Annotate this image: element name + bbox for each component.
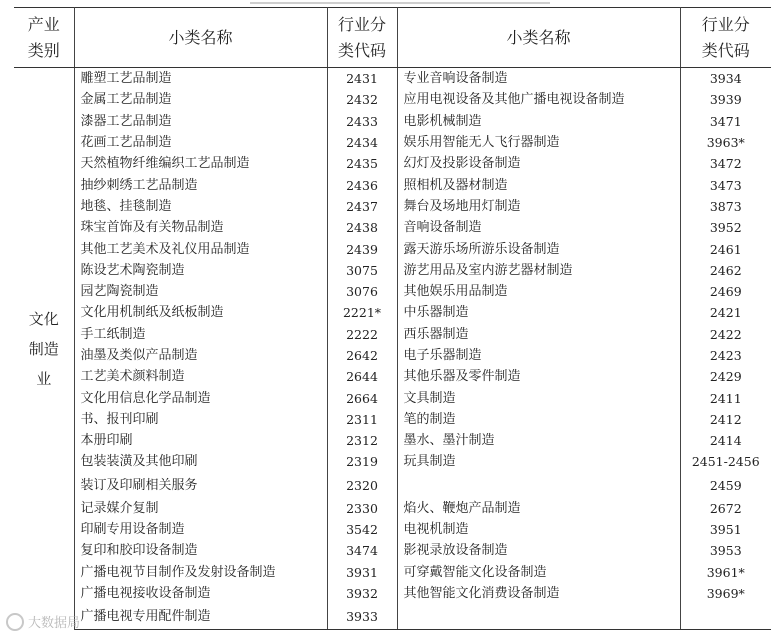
watermark [6,612,80,631]
table-row [14,196,771,217]
left-code-cell: 3075 [327,260,397,281]
header-name-right: 小类名称 [397,8,680,68]
table-row [14,387,771,408]
left-name-cell: 文化用机制纸及纸板制造 [74,302,327,323]
header-code-right [680,8,771,68]
right-name-cell: 笔的制造 [397,409,680,430]
right-code-cell: 3953 [709,543,742,559]
right-name-cell: 电影机械制造 [397,111,680,132]
left-name-cell: 广播电视接收设备制造 [74,583,327,604]
table-row [14,519,771,540]
table-row [14,583,771,604]
right-code-cell: 2462 [709,262,742,278]
cropped-heading-remnant [250,0,550,4]
right-name-cell: 专业音响设备制造 [397,68,680,90]
header-code-left-line-1: 行业分 [337,14,386,34]
left-code-cell: 2435 [327,153,397,174]
right-name-cell [397,604,680,630]
left-name-cell: 广播电视专用配件制造 [74,604,327,630]
table-row [14,174,771,195]
right-code-cell: 3939 [709,92,742,108]
header-code-right-line-2: 类代码 [701,40,750,60]
table-row [14,451,771,472]
left-name-cell: 园艺陶瓷制造 [74,281,327,302]
table-row [14,324,771,345]
watermark-logo-icon [6,613,24,631]
table-row [14,217,771,238]
left-name-cell: 花画工艺品制造 [74,132,327,153]
right-code-cell: 2672 [709,500,742,516]
header-name-left: 小类名称 [74,8,327,68]
right-name-cell: 电子乐器制造 [397,345,680,366]
left-code-cell: 2320 [327,473,397,498]
table-row [14,238,771,259]
right-code-cell: 3952 [709,220,742,236]
left-code-cell: 2311 [327,409,397,430]
right-code-cell: 2412 [709,411,742,427]
right-name-cell: 西乐器制造 [397,324,680,345]
left-name-cell: 手工纸制造 [74,324,327,345]
table-row [14,281,771,302]
left-name-cell: 陈设艺术陶瓷制造 [74,260,327,281]
left-code-cell: 2330 [327,498,397,519]
left-name-cell: 工艺美术颜料制造 [74,366,327,387]
left-name-cell: 漆器工艺品制造 [74,111,327,132]
watermark-text: 大数据局 [28,616,81,631]
header-category-line-2: 类别 [27,40,60,60]
right-name-cell: 应用电视设备及其他广播电视设备制造 [397,89,680,110]
table-row [14,345,771,366]
table-row [14,302,771,323]
right-name-cell: 舞台及场地用灯制造 [397,196,680,217]
left-code-cell: 3474 [327,540,397,561]
left-name-cell: 地毯、挂毯制造 [74,196,327,217]
right-name-cell: 游艺用品及室内游艺器材制造 [397,260,680,281]
left-code-cell: 2644 [327,366,397,387]
left-code-cell: 2436 [327,174,397,195]
right-code-cell: 2423 [709,348,742,363]
table-row [14,111,771,132]
right-name-cell: 照相机及器材制造 [397,174,680,195]
right-name-cell: 影视录放设备制造 [397,540,680,561]
table-row [14,366,771,387]
page-top-edge [0,0,773,7]
left-code-cell: 3542 [327,519,397,540]
right-code-cell: 3963* [706,135,745,151]
right-code-cell: 3951 [709,522,742,538]
right-name-cell: 幻灯及投影设备制造 [397,153,680,174]
table-row [14,409,771,430]
table-row [14,604,771,630]
right-name-cell: 其他娱乐用品制造 [397,281,680,302]
left-name-cell: 广播电视节目制作及发射设备制造 [74,562,327,583]
left-name-cell: 记录媒介复制 [74,498,327,519]
left-name-cell: 天然植物纤维编织工艺品制造 [74,153,327,174]
left-name-cell: 珠宝首饰及有关物品制造 [74,217,327,238]
right-code-cell: 3471 [709,113,742,129]
right-code-cell: 2469 [709,284,742,300]
right-name-cell: 娱乐用智能无人飞行器制造 [397,132,680,153]
right-code-cell: 3969* [706,585,745,601]
right-code-cell: 3934 [709,71,742,87]
right-name-cell: 音响设备制造 [397,217,680,238]
left-name-cell: 包装装潢及其他印刷 [74,451,327,472]
left-code-cell: 2222 [327,324,397,345]
category-label-line: 文化 [28,309,59,328]
right-name-cell: 中乐器制造 [397,302,680,323]
right-name-cell: 其他乐器及零件制造 [397,366,680,387]
table-row [14,260,771,281]
right-code-cell: 2411 [709,390,742,406]
header-code-right-line-1: 行业分 [701,14,750,34]
right-name-cell: 其他智能文化消费设备制造 [397,583,680,604]
left-code-cell: 2432 [327,89,397,110]
table-row [14,540,771,561]
category-cell [14,68,74,630]
left-code-cell: 2312 [327,430,397,451]
left-code-cell: 3076 [327,281,397,302]
right-code-cell: 2461 [709,241,742,257]
table-row [14,430,771,451]
table-row [14,562,771,583]
right-code-cell: 2451-2456 [691,454,760,470]
table-header-row [14,8,771,68]
table-row [14,132,771,153]
right-code-cell: 2429 [709,369,742,385]
right-code-cell: 2414 [709,433,742,449]
right-code-cell: 2422 [709,326,742,342]
left-code-cell: 2642 [327,345,397,366]
right-code-cell [680,604,771,630]
table-row [14,473,771,498]
right-name-cell: 电视机制造 [397,519,680,540]
right-code-cell: 3873 [709,198,742,214]
right-name-cell [397,473,680,498]
right-code-cell: 2421 [709,305,742,321]
right-code-cell: 2459 [709,477,742,493]
table-row [14,68,771,90]
category-label-line: 业 [36,369,52,388]
header-category-line-1: 产业 [27,14,60,34]
header-code-left [327,8,397,68]
left-name-cell: 油墨及类似产品制造 [74,345,327,366]
left-name-cell: 其他工艺美术及礼仪用品制造 [74,238,327,259]
left-code-cell: 3932 [327,583,397,604]
table-row [14,498,771,519]
table-body [14,68,771,630]
left-code-cell: 2439 [327,238,397,259]
left-code-cell: 3933 [327,604,397,630]
left-code-cell: 2434 [327,132,397,153]
left-code-cell: 2664 [327,387,397,408]
right-name-cell: 玩具制造 [397,451,680,472]
industry-classification-table [14,7,771,630]
right-code-cell: 3472 [709,156,742,172]
left-code-cell: 2433 [327,111,397,132]
left-code-cell: 2221* [327,302,397,323]
right-name-cell: 焰火、鞭炮产品制造 [397,498,680,519]
left-name-cell: 印刷专用设备制造 [74,519,327,540]
left-code-cell: 3931 [327,562,397,583]
right-name-cell: 墨水、墨汁制造 [397,430,680,451]
left-name-cell: 雕塑工艺品制造 [74,68,327,90]
right-name-cell: 可穿戴智能文化设备制造 [397,562,680,583]
left-name-cell: 装订及印刷相关服务 [74,473,327,498]
left-name-cell: 复印和胶印设备制造 [74,540,327,561]
table-row [14,153,771,174]
left-code-cell: 2431 [327,68,397,90]
left-name-cell: 本册印刷 [74,430,327,451]
left-code-cell: 2437 [327,196,397,217]
category-label-line: 制造 [28,339,59,358]
right-code-cell: 3961* [706,564,745,580]
right-name-cell: 文具制造 [397,387,680,408]
right-name-cell: 露天游乐场所游乐设备制造 [397,238,680,259]
left-name-cell: 抽纱刺绣工艺品制造 [74,174,327,195]
left-name-cell: 书、报刊印刷 [74,409,327,430]
left-code-cell: 2438 [327,217,397,238]
left-code-cell: 2319 [327,451,397,472]
left-name-cell: 金属工艺品制造 [74,89,327,110]
table-row [14,89,771,110]
header-code-left-line-2: 类代码 [337,40,386,60]
left-name-cell: 文化用信息化学品制造 [74,387,327,408]
right-code-cell: 3473 [709,177,742,193]
header-category [14,8,74,68]
